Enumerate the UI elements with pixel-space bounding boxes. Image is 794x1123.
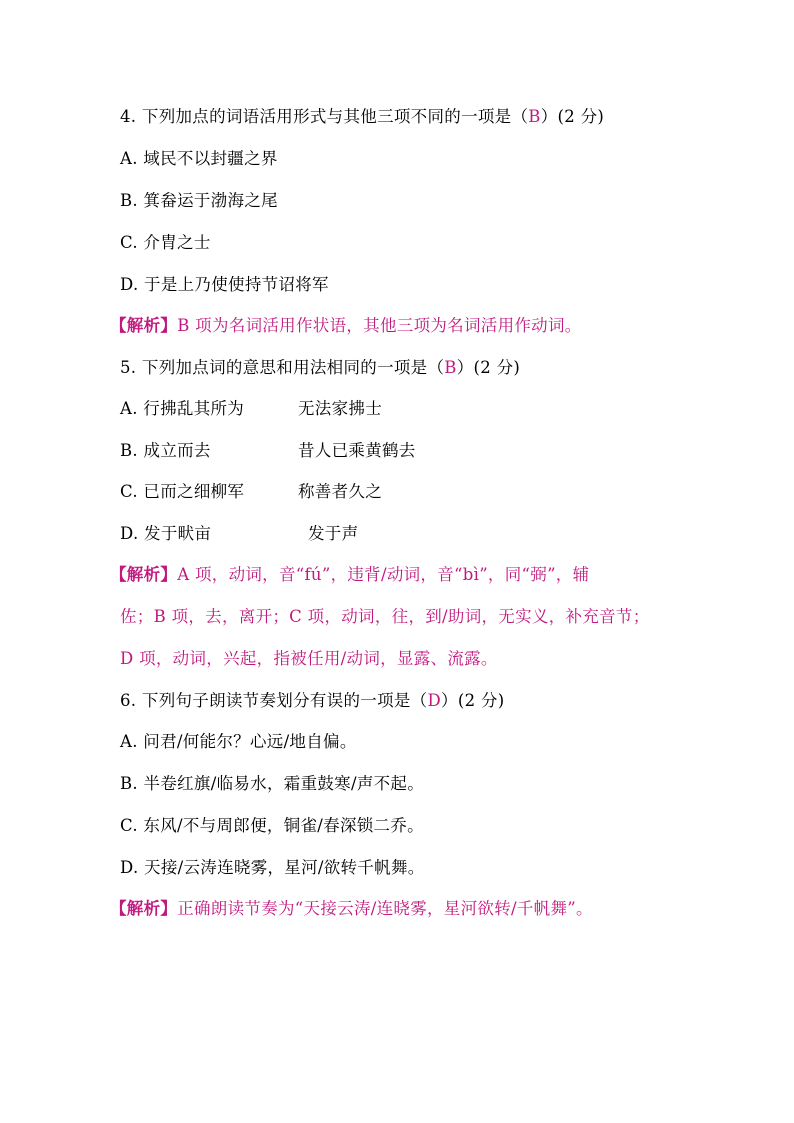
option-right: 称善者久之: [298, 482, 382, 501]
analysis-tag: 【解析】: [110, 316, 178, 335]
option-c: C. 东风/不与周郎便，铜雀/春深锁二乔。: [120, 816, 424, 835]
analysis-tag: 【解析】: [110, 899, 178, 918]
option-left: A. 行拂乱其所为: [120, 399, 245, 418]
option-left: D. 发于畎亩: [120, 524, 212, 543]
option-right: 昔人已乘黄鹤去: [298, 441, 416, 460]
question-6-stem: [120, 690, 504, 712]
question-4-stem: [120, 106, 604, 128]
analysis-6: [110, 898, 593, 920]
option-d: D. 天接/云涛连晓雾，星河/欲转千帆舞。: [120, 858, 425, 877]
answer-letter: D: [427, 691, 442, 710]
analysis-text: B 项为名词活用作状语，其他三项为名词活用作动词。: [177, 316, 582, 335]
option-right: 发于声: [308, 524, 359, 543]
option-a: A. 问君/何能尔？心远/地自偏。: [120, 732, 357, 751]
option-c: [120, 481, 382, 503]
analysis-5-line-3: D 项，动词，兴起，指被任用/动词，显露、流露。: [120, 649, 498, 668]
option-right: 无法家拂士: [298, 399, 382, 418]
question-stem-text: 5. 下列加点词的意思和用法相同的一项是（: [120, 358, 445, 377]
analysis-text: 正确朗读节奏为“天接云涛/连晓雾，星河欲转/千帆舞”。: [177, 899, 593, 918]
answer-letter: B: [528, 107, 541, 126]
analysis-text: A 项，动词，音“fú”，违背/动词，音“bì”，同“弼”，辅: [177, 565, 590, 584]
question-stem-text: 4. 下列加点的词语活用形式与其他三项不同的一项是（: [120, 107, 529, 126]
option-b: [120, 440, 416, 462]
analysis-5-line-1: [110, 564, 589, 586]
option-d: [120, 523, 359, 545]
option-left: B. 成立而去: [120, 441, 211, 460]
analysis-tag: 【解析】: [110, 565, 178, 584]
option-b: B. 半卷红旗/临易水，霜重鼓寒/声不起。: [120, 774, 425, 793]
option-a: A. 域民不以封疆之界: [120, 149, 278, 168]
question-5-stem: [120, 357, 520, 379]
score-text: ）(2 分): [540, 107, 605, 126]
analysis-5-line-2: 佐；B 项，去，离开；C 项，动词，往，到/助词，无实义，补充音节；: [120, 607, 650, 626]
answer-letter: B: [444, 358, 457, 377]
analysis-4: [110, 315, 582, 337]
option-d: D. 于是上乃使使持节诏将军: [120, 275, 329, 294]
question-stem-text: 6. 下列句子朗读节奏划分有误的一项是（: [120, 691, 428, 710]
score-text: ）(2 分): [441, 691, 505, 710]
score-text: ）(2 分): [456, 358, 521, 377]
option-c: C. 介胄之士: [120, 233, 211, 252]
option-a: [120, 398, 382, 420]
option-b: B. 箕畚运于渤海之尾: [120, 191, 278, 210]
option-left: C. 已而之细柳军: [120, 482, 245, 501]
